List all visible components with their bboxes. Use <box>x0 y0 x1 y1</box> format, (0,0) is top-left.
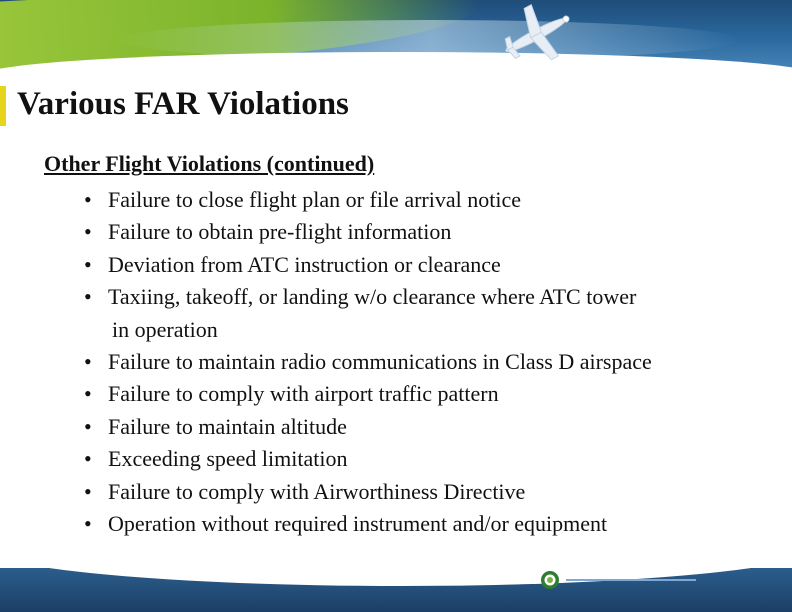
title-accent-bar <box>0 86 6 126</box>
bullet-marker: • <box>84 511 92 537</box>
bullet-item <box>84 411 792 443</box>
bullet-item <box>84 346 792 378</box>
bullet-text: Failure to obtain pre-flight information <box>108 219 452 245</box>
bullet-marker: • <box>84 478 92 504</box>
bullet-marker: • <box>84 446 92 472</box>
section-heading: Other Flight Violations (continued) <box>44 151 375 176</box>
bullet-item <box>84 216 792 248</box>
bullet-list <box>84 184 792 540</box>
bullet-text: Failure to comply with airport traffic pattern <box>108 381 499 407</box>
bullet-text: Exceeding speed limitation <box>108 446 348 472</box>
bullet-marker: • <box>84 381 92 407</box>
bullet-text-continuation: in operation <box>112 316 218 342</box>
top-banner <box>0 0 792 72</box>
bullet-text: Operation without required instrument and/or equipment <box>108 511 608 537</box>
airplane-icon <box>486 2 586 68</box>
bottom-band <box>0 568 792 612</box>
bullet-marker: • <box>84 284 92 310</box>
page-title: Various FAR Violations <box>17 86 349 122</box>
circle-logo-icon <box>540 570 560 590</box>
bullet-text: Deviation from ATC instruction or clearance <box>108 251 501 277</box>
bullet-item <box>84 249 792 281</box>
bullet-item <box>84 476 792 508</box>
bullet-item <box>84 378 792 410</box>
bullet-marker: • <box>84 413 92 439</box>
bullet-marker: • <box>84 187 92 212</box>
bullet-text: Failure to maintain altitude <box>108 413 347 439</box>
bullet-text: Taxiing, takeoff, or landing w/o clearance where ATC tower <box>108 284 637 310</box>
bottom-accent-line <box>566 579 696 581</box>
bullet-marker: • <box>84 349 92 375</box>
bullet-marker: • <box>84 251 92 277</box>
bullet-text: Failure to close flight plan or file arrival notice <box>108 187 521 212</box>
bullet-marker: • <box>84 219 92 245</box>
bullet-item <box>84 443 792 475</box>
bullet-text: Failure to comply with Airworthiness Directive <box>108 478 526 504</box>
bullet-item <box>84 184 792 216</box>
bullet-text: Failure to maintain radio communications in Class D airspace <box>108 349 652 375</box>
bullet-item <box>84 508 792 540</box>
bottom-band-curve <box>0 568 792 586</box>
bullet-item <box>84 281 792 346</box>
